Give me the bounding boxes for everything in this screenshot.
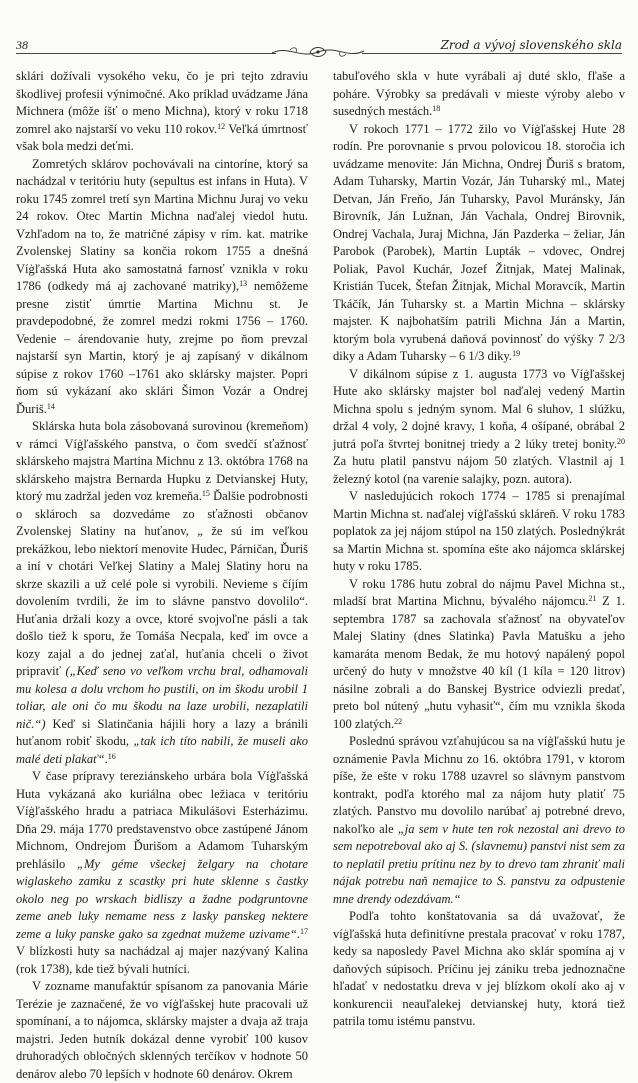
footnote-ref: 15 <box>201 489 210 498</box>
footnote-ref: 20 <box>617 436 625 446</box>
flourish-ornament-icon <box>270 42 366 62</box>
paragraph <box>333 121 625 366</box>
paragraph <box>16 68 308 156</box>
footnote-ref: 16 <box>107 751 116 761</box>
header-rule-left <box>16 53 276 54</box>
paragraph <box>333 68 625 121</box>
paragraph-text: V nasledujúcich rokoch 1774 – 1785 si prenajímal Martin Michna st. naďalej víġľašskú skláreň. V roku 1783 poplatok za jej nájom stúpol na 150 zlatých. Poslednýkrát sa Martin Michna st. spomína ešte ako nájomca sklárskej huty v roku 1785. <box>333 489 625 573</box>
footnote-ref: 21 <box>588 594 597 603</box>
paragraph-text: . <box>104 751 108 766</box>
footnote-ref: 22 <box>394 716 403 726</box>
header-rule-right <box>362 53 622 54</box>
paragraph-text: V dikálnom súpise z 1. augusta 1773 vo Víġľašskej Hute ako sklársky majster bol naďalej vedený Martin Michna spolu s jedným synom. Mal 6 sluhov, 1 slúžku, držal 4 voly, 2 dojné kravy, 1 koňa, 4 ošípané, obrábal 2 jutrá poľa štvrtej bonitnej triedy a 2 lúky tretej bonity. <box>333 366 625 451</box>
footnote-ref: 13 <box>239 279 248 288</box>
paragraph-text: Ďalšie podrobnosti o sklároch sa dozvedáme zo sťažnosti občanov Zvolenskej Slatiny na huťanov, „ že sú im veľkou prekážkou, lebo niektorí menovite Hudec, Párničan, Ďuriš a iní v chotári Veľkej Slatiny a Malej Slatiny horu na skrze skazili a už celé pole si vyrobili. Nevieme s číjím dovolením tvrdili, že im to slávne panstvo dovolilo“. Huťania držali kozy a ovce, ktoré svojvoľne pásli a tak došlo tiež k sporu, že Tomáša Necpala, keď im ovce a kozy zajal a do jednej zaťal, huťania chceli o život pripraviť <box>16 489 308 678</box>
paragraph-text: V roku 1786 hutu zobral do nájmu Pavel Michna st., mladší brat Martina Michnu, bývalého nájomcu. <box>333 576 625 608</box>
paragraph: V zozname manufaktúr spísanom za panovania Márie Terézie je zaznačené, že vo víġľašskej hute pracovali už spomínaní, a to nájomca, sklársky majster a dvaja až traja majstri. Jeden hutník dokázal denne vyrobiť 100 kusov druhoradých obločných sklenných terčíkov v hodnote 50 denárov alebo 70 lepších v hodnote 60 denárov. Okrem <box>16 979 308 1081</box>
paragraph-text: V rokoch 1771 – 1772 žilo vo Víġľašskej Hute 28 rodín. Pre porovnanie s prvou polovicou 18. storočia ich uvádzame menovite: Ján Michna, Ondrej Ďuriš s bratom, Adam Tuharsky, Martin Vozár, Ján Tuharský ml., Matej Detvan, Ján Freňo, Ján Tuharsky, Pavol Muránsky, Ján Birovník, Ján Lužnan, Ján Vachala, Ondrej Birovnik, Ondrej Vachala, Juraj Michna, Ján Pazderka – želiar, Ján Parobok (Parobek), Martin Lupták – vdovec, Ondrej Poliak, Pavol Kuchár, Jozef Žitnjak, Matej Malinak, Kristián Tucek, Štefan Žitnjak, Michal Moravcík, Martin Tkáčík, Ján Tuharsky st. a Martin Michna – sklársky majster. K najbohatším patrili Michna Ján a Martin, ktorým bola vyrubená daňová povinnosť do výšky 7 2/3 diky a Adam Tuharsky – 6 1/3 diky. <box>333 121 625 363</box>
paragraph-text: . <box>296 926 300 941</box>
running-title: Zrod a vývoj slovenského skla <box>440 38 622 52</box>
paragraph <box>16 768 308 978</box>
quotation: („Keď seno vo veľkom vrchu bral, odhamovali mu kolesa a dolu vrchom ho pustili, on im škodu urobil 1 toliar, ale oni čo mu škodu na laze urobili, nezaplatili nič.“) <box>16 664 308 731</box>
paragraph-text: Veľká úmrtnosť však bola medzi deťmi. <box>16 121 308 153</box>
paragraph-text: tabuľového skla v hute vyrábali aj duté sklo, fľaše a poháre. Výrobky sa predávali v mieste výroby alebo v susedných mestách. <box>333 69 625 118</box>
footnote-ref: 12 <box>217 121 226 131</box>
footnote-ref: 14 <box>46 401 55 411</box>
paragraph: Podľa tohto konštatovania sa dá uvažovať, že víġľašská huta definitívne prestala pracovať v roku 1787, kedy sa naposledy Pavel Michna ako sklár spomína aj v daňových súpisoch. Príčinu jej zániku treba jednoznačne hľadať v nedostatku dreva v jej blízkom okolí ako aj v konkurencii neauľalekej detvianskej huty, ktorá tiež patrila tomu istému panstvu. <box>333 909 625 1028</box>
paragraph <box>333 488 625 576</box>
paragraph <box>333 733 625 908</box>
footnote-ref: 19 <box>512 349 521 358</box>
paragraph-text: V čase prípravy tereziánskeho urbára bola Víġľašská Huta vykázaná ako kuriálna obec ležiaca v teritóriu Víġľašského hradu a patriaca Mikulášovi Esterházimu. Dňa 29. mája 1770 predstavenstvo obce zastúpené Jánom Michnom, Ondrejom Ďurišom a Adamom Tuharským prehlásilo <box>16 769 308 871</box>
footnote-ref: 18 <box>432 104 441 113</box>
quotation: „ja sem v hute ten rok nezostal ani drevo to sem nepotreboval ako aj S. (slavnemu) panstvi nist sem za to neplatil pretiu prítinu nez by to drevo tam zhraniť mali nájak potrebu naň nemajice to S. panstvu za odpustenie mne drendy odezdávam.“ <box>333 821 625 906</box>
paragraph-text: Z 1. septembra 1787 sa zachovala sťažnosť na obyvateľov Malej Slatiny (dnes Slatinka) Pavla Matušku a jeho kamaráta menom Bedak, že mu hotový napálený popol určený do huty v množstve 40 kíl (1 kíla = 120 litrov) násilne zobrali a do Banskej Bystrice odviezli predať, preto bol nútený „hutu vyhasiť“, čím mu vznikla škoda 100 zlatých. <box>333 594 625 731</box>
paragraph-text: Poslednú správou vzťahujúcou sa na víġľašskú hutu je oznámenie Pavla Michnu zo 16. októbra 1791, v ktorom píše, že ešte v roku 1788 uzavrel so slávnym panstvom kontrakt, podľa ktorého mal za nájom huty platiť 75 zlatých. Panstvo mu dovolilo narúbať aj potrebné drevo, nakoľko ale <box>333 734 625 836</box>
paragraph-text: sklári dožívali vysokého veku, čo je pri tejto zdraviu škodlivej profesii výnimočné. Ako príklad uvádzame Jána Michnera (môže íšť o meno Michna), ktorý v roku 1718 zomrel ako najstarší vo veku 110 rokov. <box>16 69 308 136</box>
paragraph-text: nemôžeme presne zistiť úmrtie Martina Michnu st. Je pravdepodobné, že zomrel medzi rokmi 1756 – 1760. Vedenie – árendovanie huty, zrejme po ňom prevzal najstarší syn Martin, ktorý je aj zapísaný v dikálnom súpise z rokov 1760 –1761 ako sklársky majster. Popri ňom sú vykázaní ako sklári Šimon Vozár a Ondrej Ďuriš. <box>16 279 308 416</box>
footnote-ref: 17 <box>300 926 308 936</box>
paragraph <box>333 366 625 489</box>
paragraph-text: V blízkosti huty sa nachádzal aj majer nazývaný Kalina (rok 1738), kde tiež bývali hutníci. <box>16 944 308 976</box>
page-number: 38 <box>16 38 28 52</box>
paragraph-text: Zomretých sklárov pochovávali na cintoríne, ktorý sa nachádzal v teritóriu huty (sepultus est infans in Huta). V roku 1745 zomrel tretí syn Martina Michnu Juraj vo veku 24 rokov. Otec Martin Michna naďalej viedol hutu. Vzhľadom na to, že matričné zápisy v rím. kat. matrike Zvolenskej Slatiny sa končia rokom 1755 a dnešná Víġľašská Huta ako samostatná farnosť vznikla v roku 1786 (odkedy má aj zachované matriky), <box>16 156 308 293</box>
paragraph-text: Keď si Slatinčania hájili hory a lazy a bránili huťanom robiť škodu, <box>16 716 308 748</box>
paragraph <box>333 576 625 734</box>
text-column-left <box>16 68 308 1083</box>
paragraph <box>16 156 308 419</box>
paragraph-text: Sklárska huta bola zásobovaná surovinou (kremeňom) v rámci Víġľašského panstva, o čom svedčí sťažnosť sklárskeho majstra Martina Michnu z 13. októbra 1768 na sklárskeho majstra Bernarda Hupku z Detvianskej Huty, ktorý mu zadržal jeden voz kremeňa. <box>16 419 308 503</box>
paragraph-text: Za hutu platil panstvu nájom 50 zlatých. Vlastnil aj 1 železný kotol (na varenie salajky, pozn. autora). <box>333 454 625 486</box>
paragraph <box>16 418 308 768</box>
quotation: „tak ich títo nabili, že museli ako malé deti plakať“ <box>16 734 308 766</box>
text-column-right <box>333 68 625 1031</box>
quotation: „My géme všeckej želgary na chotare wiglaskeho zamku z scastky pri hute sklenne s častky okolo neg po wrskach bidliszy a žadne podgruntovne zeme aneb luky nemame ness z lasky panskeg nektere zeme a luky panske gako sa zgednat mužeme uzivame“ <box>16 856 308 941</box>
